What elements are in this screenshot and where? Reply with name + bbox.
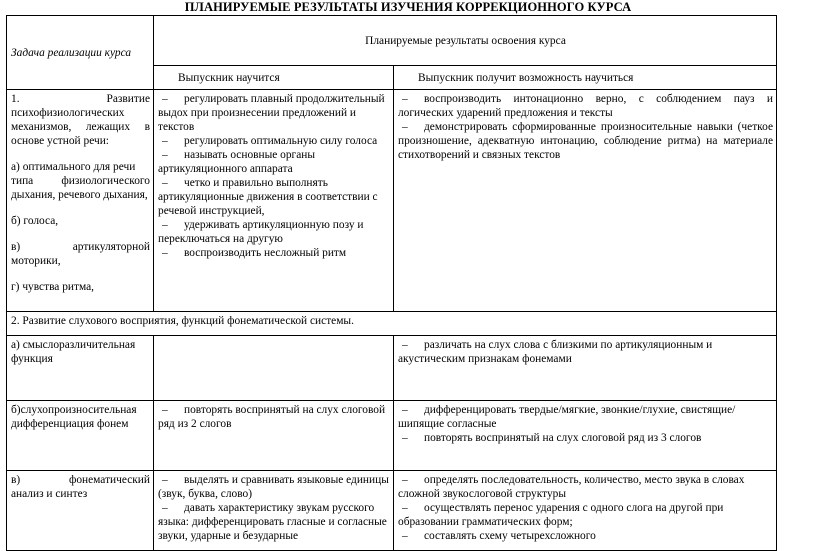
list-item: – повторять воспринятый на слух слоговой ряд из 3 слогов (402, 432, 702, 444)
table-row (7, 336, 777, 401)
header-opportunity: Выпускник получит возможность научиться (394, 66, 777, 90)
list-item: – регулировать оптимальную силу голоса (162, 135, 378, 147)
section-title: 2. Развитие слухового восприятия, функций фонематической системы. (7, 312, 777, 336)
task-cell: б)слухопроизносительная дифференциация фонем (7, 401, 154, 471)
document-title: ПЛАНИРУЕМЫЕ РЕЗУЛЬТАТЫ ИЗУЧЕНИЯ КОРРЕКЦИОННОГО КУРСА (184, 0, 632, 14)
learns-cell (154, 90, 394, 312)
list-item: – дифференцировать твердые/мягкие, звонкие/глухие, свистящие/шипящие согласные (398, 404, 736, 430)
results-table (6, 15, 777, 551)
list-item: – выделять и сравнивать языковые единицы (звук, буква, слово) (158, 474, 389, 500)
opportunity-cell (394, 90, 777, 312)
learns-cell (154, 336, 394, 401)
table-row (7, 471, 777, 551)
table-row (7, 401, 777, 471)
list-item: – давать характеристику звукам русского языка: дифференцировать гласные и согласные звуки, ударные и безударные (158, 502, 387, 542)
list-item: – повторять воспринятый на слух слоговой ряд из 2 слогов (158, 404, 386, 430)
list-item: – определять последовательность, количество, место звука в словах сложной звукослоговой структуры (398, 474, 745, 500)
list-item: – четко и правильно выполнять артикуляционные движения в соответствии с речевой инструкцией, (158, 177, 378, 217)
header-results: Планируемые результаты освоения курса (154, 16, 777, 66)
list-item: – составлять схему четырехсложного (402, 530, 596, 542)
list-item: – воспроизводить интонационно верно, с соблюдением пауз и логических ударений предложения и тексты (398, 93, 774, 119)
list-item: – демонстрировать сформированные произносительные навыки (четкое произношение, адекватную интонацию, соблюдение ритма) на материале стихотворений и связных текстов (398, 121, 774, 161)
opportunity-cell (394, 336, 777, 401)
opportunity-cell (394, 401, 777, 471)
learns-cell (154, 471, 394, 551)
task-cell: 1. Развитие психофизиологических механизмов, лежащих в основе устной речи: а) оптимального для речи типа физиологического дыхания, речевого дыхания, б) голоса, в) артикуляторной моторики, г) чувства ритма, (7, 90, 154, 312)
table-row (7, 90, 777, 312)
list-item: – удерживать артикуляционную позу и переключаться на другую (158, 219, 364, 245)
list-item: – регулировать плавный продолжительный выдох при произнесении предложений и текстов (158, 93, 385, 133)
list-item: – воспроизводить несложный ритм (162, 247, 347, 259)
section-row (7, 312, 777, 336)
list-item: – называть основные органы артикуляционного аппарата (158, 149, 316, 175)
list-item: – различать на слух слова с близкими по артикуляционным и акустическим признакам фонемами (398, 339, 713, 365)
header-task: Задача реализации курса (7, 16, 154, 90)
header-learns: Выпускник научится (154, 66, 394, 90)
task-cell: в) фонематический анализ и синтез (7, 471, 154, 551)
header-row (7, 16, 777, 66)
task-cell: а) смыслоразличительная функция (7, 336, 154, 401)
opportunity-cell (394, 471, 777, 551)
list-item: – осуществлять перенос ударения с одного слога на другой при образовании грамматических форм; (398, 502, 724, 528)
learns-cell (154, 401, 394, 471)
